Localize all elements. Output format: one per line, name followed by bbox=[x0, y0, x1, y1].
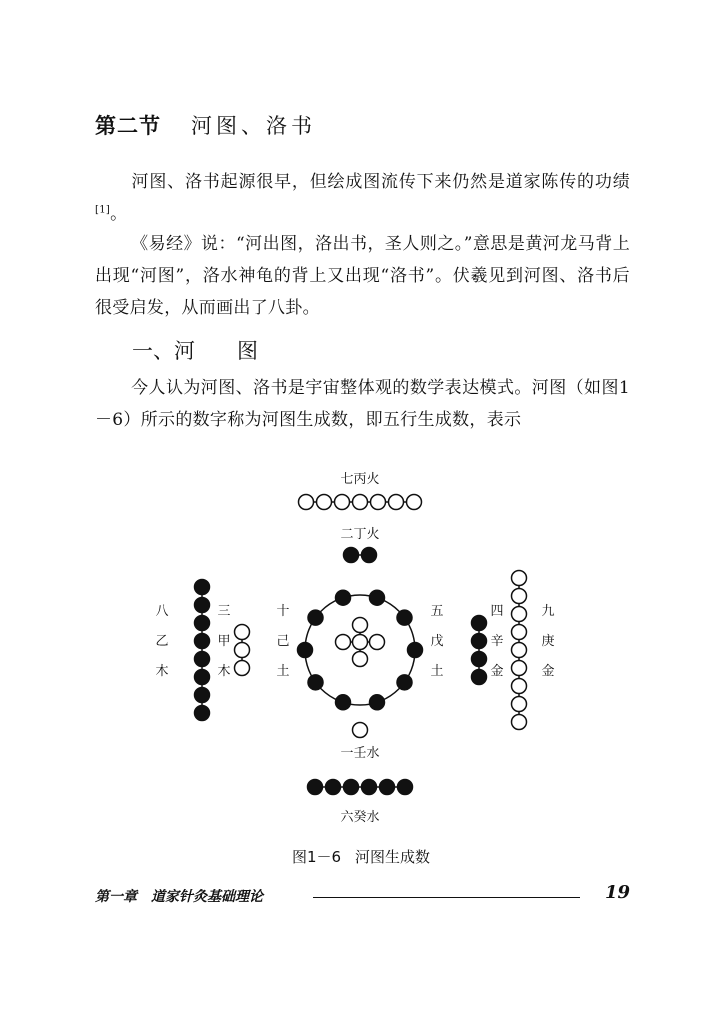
dot bbox=[353, 495, 368, 510]
dot bbox=[308, 780, 323, 795]
group-label: 木 bbox=[155, 664, 169, 679]
group-label: 乙 bbox=[155, 634, 169, 649]
page-footer bbox=[95, 884, 630, 912]
dot bbox=[472, 616, 487, 631]
dot bbox=[299, 495, 314, 510]
page-number: 19 bbox=[604, 882, 630, 903]
dot bbox=[369, 590, 384, 605]
dot bbox=[369, 695, 384, 710]
dot-group-2 bbox=[340, 526, 379, 563]
dot bbox=[472, 652, 487, 667]
group-label: 庚 bbox=[541, 634, 555, 649]
dot bbox=[512, 697, 527, 712]
paragraph-yijing-text: 《易经》说：“河出图，洛出书，圣人则之。”意思是黄河龙马背上出现“河图”，洛水神龟的背上又出现“洛书”。伏羲见到河图、洛书后很受启发，从而画出了八卦。 bbox=[95, 234, 630, 318]
dot bbox=[512, 625, 527, 640]
dot-group-1 bbox=[299, 471, 422, 510]
footer-rule bbox=[313, 897, 580, 898]
dot bbox=[407, 495, 422, 510]
group-label: 十 bbox=[276, 604, 290, 619]
dot-group-9 bbox=[340, 723, 379, 762]
subsection-heading: 图 bbox=[237, 339, 258, 363]
group-label: 七丙火 bbox=[340, 472, 380, 487]
dot bbox=[235, 643, 250, 658]
dot bbox=[235, 625, 250, 640]
dot bbox=[195, 652, 210, 667]
dot bbox=[195, 616, 210, 631]
dot bbox=[353, 723, 368, 738]
dot bbox=[371, 495, 386, 510]
dot bbox=[380, 780, 395, 795]
group-label: 戊 bbox=[430, 634, 444, 649]
dot bbox=[512, 589, 527, 604]
group-label: 二丁火 bbox=[340, 527, 380, 542]
footnote-reference[interactable]: [1] bbox=[95, 204, 111, 216]
dot bbox=[335, 495, 350, 510]
group-label: 辛 bbox=[490, 634, 504, 649]
group-label: 九 bbox=[541, 604, 555, 619]
paragraph-origin-text: 河图、洛书起源很早，但绘成图流传下来仍然是道家陈传的功绩 bbox=[131, 172, 630, 192]
dot bbox=[336, 590, 351, 605]
dot bbox=[308, 610, 323, 625]
dot bbox=[235, 661, 250, 676]
dot bbox=[336, 695, 351, 710]
dot bbox=[512, 715, 527, 730]
subsection-number: 一、河 bbox=[132, 339, 195, 363]
dot bbox=[362, 780, 377, 795]
section-number: 第二节 bbox=[95, 113, 161, 138]
dot bbox=[512, 661, 527, 676]
dot bbox=[195, 670, 210, 685]
group-label: 甲 bbox=[217, 634, 231, 649]
group-label: 土 bbox=[276, 664, 290, 679]
dot bbox=[397, 675, 412, 690]
dot-group-4 bbox=[217, 604, 249, 679]
paragraph-origin: 河图、洛书起源很早，但绘成图流传下来仍然是道家陈传的功绩[1]。 bbox=[95, 172, 630, 224]
dot-group-6 bbox=[336, 604, 444, 679]
group-label: 金 bbox=[490, 664, 504, 679]
dot bbox=[472, 670, 487, 685]
group-label: 五 bbox=[430, 604, 444, 619]
dot bbox=[317, 495, 332, 510]
footer-chapter-number: 第一章 bbox=[95, 889, 137, 905]
footer-chapter-title: 道家针灸基础理论 bbox=[151, 889, 263, 905]
footer-chapter bbox=[95, 886, 263, 906]
section-title bbox=[95, 110, 316, 140]
dot bbox=[512, 607, 527, 622]
dot bbox=[353, 652, 368, 667]
dot bbox=[326, 780, 341, 795]
figure-title: 河图生成数 bbox=[355, 848, 431, 866]
dot bbox=[370, 635, 385, 650]
group-label: 三 bbox=[217, 604, 231, 619]
dot-group-3 bbox=[155, 580, 209, 721]
dot bbox=[512, 643, 527, 658]
dot bbox=[398, 780, 413, 795]
dot bbox=[408, 643, 423, 658]
hetu-diagram bbox=[140, 460, 580, 840]
dot-group-5 bbox=[276, 590, 422, 710]
dot bbox=[195, 580, 210, 595]
paragraph-hetu bbox=[95, 372, 630, 436]
dot bbox=[512, 571, 527, 586]
figure-caption bbox=[0, 846, 722, 867]
dot bbox=[195, 706, 210, 721]
paragraph-yijing bbox=[95, 228, 630, 324]
group-label: 八 bbox=[155, 604, 169, 619]
dot bbox=[397, 610, 412, 625]
dot bbox=[195, 598, 210, 613]
dot bbox=[472, 634, 487, 649]
dot bbox=[362, 548, 377, 563]
group-label: 四 bbox=[490, 604, 504, 619]
group-label: 金 bbox=[541, 664, 555, 679]
dot bbox=[344, 548, 359, 563]
dot bbox=[195, 634, 210, 649]
group-label: 土 bbox=[430, 664, 444, 679]
dot bbox=[308, 675, 323, 690]
dot bbox=[512, 679, 527, 694]
paragraph-hetu-text: 今人认为河图、洛书是宇宙整体观的数学表达模式。河图（如图1－6）所示的数字称为河图生成数，即五行生成数，表示 bbox=[95, 378, 630, 430]
dot bbox=[195, 688, 210, 703]
group-label: 木 bbox=[217, 664, 231, 679]
group-label: 己 bbox=[276, 634, 290, 649]
dot bbox=[389, 495, 404, 510]
dot bbox=[344, 780, 359, 795]
dot bbox=[298, 643, 313, 658]
group-label: 六癸水 bbox=[340, 810, 380, 825]
dot bbox=[353, 635, 368, 650]
section-heading: 河图、洛书 bbox=[191, 114, 316, 138]
dot-group-10 bbox=[308, 780, 413, 826]
figure-number: 图1－6 bbox=[291, 848, 342, 866]
dot bbox=[336, 635, 351, 650]
dot bbox=[353, 618, 368, 633]
group-label: 一壬水 bbox=[340, 746, 380, 761]
dot-group-8 bbox=[512, 571, 555, 730]
dot-group-7 bbox=[472, 604, 504, 685]
subsection-title bbox=[132, 335, 258, 365]
